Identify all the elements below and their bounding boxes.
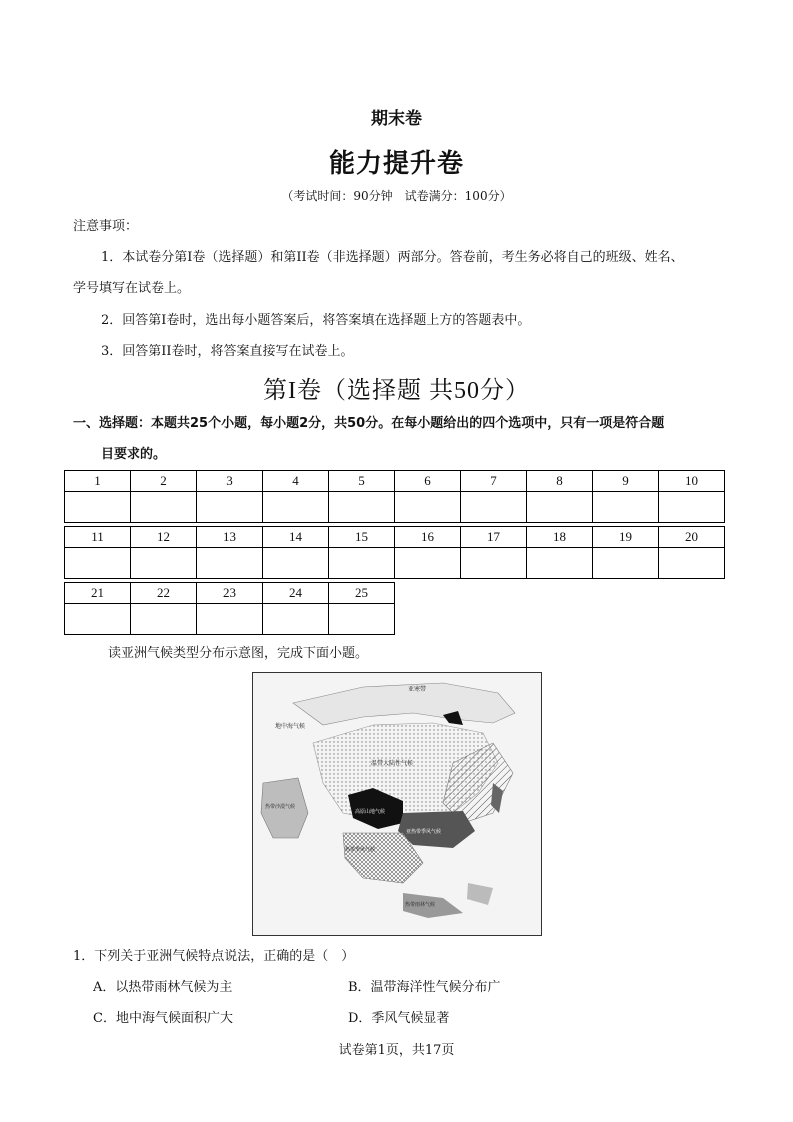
question-1-option-d[interactable]: D．季风气候显著 <box>348 1011 450 1026</box>
answer-number-cell: 10 <box>659 471 725 492</box>
answer-number-cell: 25 <box>329 583 395 604</box>
answer-cell[interactable] <box>131 548 197 579</box>
answer-cell[interactable] <box>197 548 263 579</box>
answer-header-row <box>65 527 725 548</box>
answer-cell[interactable] <box>65 492 131 523</box>
note-item-3: 3．回答第II卷时，将答案直接写在试卷上。 <box>101 344 354 359</box>
label-tropical-monsoon: 热带季风气候 <box>345 847 376 853</box>
answer-table-2 <box>64 526 725 579</box>
answer-number-cell: 8 <box>527 471 593 492</box>
answer-number-cell: 12 <box>131 527 197 548</box>
exam-label: 期末卷 <box>371 109 422 129</box>
answer-cell[interactable] <box>593 492 659 523</box>
answer-cell[interactable] <box>329 604 395 635</box>
answer-number-cell: 21 <box>65 583 131 604</box>
label-highland: 高原山地气候 <box>355 809 386 815</box>
answer-number-cell: 9 <box>593 471 659 492</box>
answer-cell[interactable] <box>329 492 395 523</box>
answer-cell[interactable] <box>65 548 131 579</box>
answer-cell[interactable] <box>659 548 725 579</box>
answer-number-cell: 16 <box>395 527 461 548</box>
answer-cell[interactable] <box>329 548 395 579</box>
section-instruction-cont: 目要求的。 <box>101 447 167 462</box>
note-item-1: 1．本试卷分第I卷（选择题）和第II卷（非选择题）两部分。答卷前，考生务必将自己的班级、姓名、 <box>101 250 684 265</box>
answer-cell[interactable] <box>461 492 527 523</box>
asia-climate-map <box>252 672 542 936</box>
question-1-stem: 1．下列关于亚洲气候特点说法，正确的是（ ） <box>73 949 355 964</box>
answer-number-cell: 18 <box>527 527 593 548</box>
label-tropical-rainforest: 热带雨林气候 <box>405 902 436 908</box>
note-item-2: 2．回答第I卷时，选出每小题答案后，将答案填在选择题上方的答题表中。 <box>101 313 531 328</box>
label-mediterranean: 地中海气候 <box>275 723 306 730</box>
question-1-option-c[interactable]: C．地中海气候面积广大 <box>93 1011 233 1026</box>
answer-cell[interactable] <box>395 548 461 579</box>
section-instruction: 一、选择题：本题共25个小题，每小题2分，共50分。在每小题给出的四个选项中，只有一项是符合题 <box>73 416 665 431</box>
answer-number-cell: 11 <box>65 527 131 548</box>
answer-number-cell: 20 <box>659 527 725 548</box>
answer-input-row <box>65 492 725 523</box>
answer-number-cell: 15 <box>329 527 395 548</box>
answer-number-cell: 13 <box>197 527 263 548</box>
notes-heading: 注意事项： <box>73 219 139 234</box>
map-caption: 读亚洲气候类型分布示意图，完成下面小题。 <box>108 646 369 661</box>
answer-cell[interactable] <box>263 548 329 579</box>
answer-number-cell: 22 <box>131 583 197 604</box>
label-subarctic: 亚寒带 <box>408 686 427 693</box>
answer-table-3 <box>64 582 395 635</box>
answer-table <box>64 470 725 523</box>
answer-number-cell: 23 <box>197 583 263 604</box>
answer-number-cell: 6 <box>395 471 461 492</box>
answer-cell[interactable] <box>593 548 659 579</box>
answer-input-row <box>65 548 725 579</box>
answer-number-cell: 17 <box>461 527 527 548</box>
answer-cell[interactable] <box>395 492 461 523</box>
answer-cell[interactable] <box>263 492 329 523</box>
answer-cell[interactable] <box>197 492 263 523</box>
answer-number-cell: 1 <box>65 471 131 492</box>
note-item-1-cont: 学号填写在试卷上。 <box>73 281 191 296</box>
answer-cell[interactable] <box>527 492 593 523</box>
exam-title: 能力提升卷 <box>328 149 464 179</box>
answer-cell[interactable] <box>131 604 197 635</box>
answer-number-cell: 24 <box>263 583 329 604</box>
answer-input-row <box>65 604 395 635</box>
answer-header-row <box>65 471 725 492</box>
answer-number-cell: 3 <box>197 471 263 492</box>
answer-cell[interactable] <box>131 492 197 523</box>
label-subtropical-monsoon: 亚热带季风气候 <box>406 829 442 835</box>
answer-cell[interactable] <box>65 604 131 635</box>
answer-header-row <box>65 583 395 604</box>
answer-number-cell: 7 <box>461 471 527 492</box>
answer-cell[interactable] <box>197 604 263 635</box>
answer-cell[interactable] <box>527 548 593 579</box>
map-figure <box>253 673 541 935</box>
label-temperate-continental: 温带大陆性气候 <box>371 760 414 767</box>
exam-info: （考试时间：90分钟 试卷满分：100分） <box>281 189 512 203</box>
label-tropical-desert: 热带沙漠气候 <box>265 804 296 810</box>
answer-number-cell: 4 <box>263 471 329 492</box>
answer-number-cell: 14 <box>263 527 329 548</box>
question-1-option-a[interactable]: A．以热带雨林气候为主 <box>93 980 233 995</box>
page-footer: 试卷第1页，共17页 <box>338 1043 455 1058</box>
question-1-option-b[interactable]: B．温带海洋性气候分布广 <box>348 980 501 995</box>
answer-number-cell: 19 <box>593 527 659 548</box>
answer-cell[interactable] <box>263 604 329 635</box>
answer-cell[interactable] <box>659 492 725 523</box>
answer-number-cell: 2 <box>131 471 197 492</box>
answer-number-cell: 5 <box>329 471 395 492</box>
answer-cell[interactable] <box>461 548 527 579</box>
section-title: 第I卷（选择题 共50分） <box>263 378 530 404</box>
